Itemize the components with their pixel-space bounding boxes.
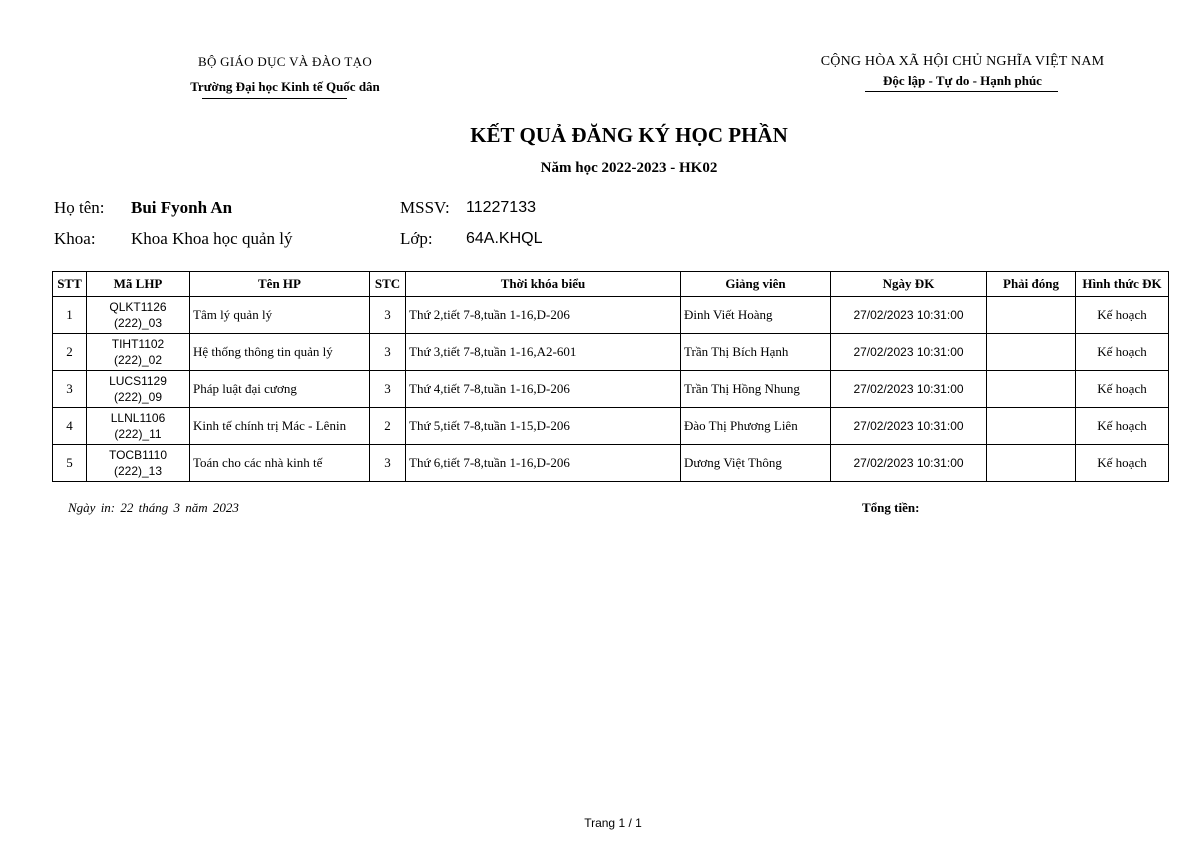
motto-underline xyxy=(865,91,1058,92)
cell-stt: 3 xyxy=(53,371,87,408)
cell-code-line-2: (222)_03 xyxy=(113,316,163,330)
cell-course: Toán cho các nhà kinh tế xyxy=(190,445,370,482)
cell-code-line-1: TOCB1110 xyxy=(108,448,168,462)
cell-credits: 3 xyxy=(370,334,406,371)
col-header-type: Hình thức ĐK xyxy=(1076,272,1169,297)
cell-credits: 2 xyxy=(370,408,406,445)
cell-course: Tâm lý quản lý xyxy=(190,297,370,334)
col-header-code: Mã LHP xyxy=(87,272,190,297)
cell-schedule: Thứ 4,tiết 7-8,tuần 1-16,D-206 xyxy=(406,371,681,408)
cell-schedule: Thứ 6,tiết 7-8,tuần 1-16,D-206 xyxy=(406,445,681,482)
cell-date: 27/02/2023 10:31:00 xyxy=(831,334,987,371)
cell-type: Kế hoạch xyxy=(1076,334,1169,371)
cell-fee xyxy=(987,445,1076,482)
cell-lecturer: Dương Việt Thông xyxy=(681,445,831,482)
cell-code-line-1: TIHT1102 xyxy=(111,337,165,351)
table-row xyxy=(53,445,1169,482)
col-header-stt: STT xyxy=(53,272,87,297)
cell-course: Hệ thống thông tin quản lý xyxy=(190,334,370,371)
col-header-course: Tên HP xyxy=(190,272,370,297)
cell-type: Kế hoạch xyxy=(1076,371,1169,408)
cell-credits: 3 xyxy=(370,371,406,408)
cell-date: 27/02/2023 10:31:00 xyxy=(831,371,987,408)
cell-code xyxy=(87,408,190,445)
cell-code xyxy=(87,371,190,408)
cell-code-line-2: (222)_09 xyxy=(113,390,163,404)
table-row xyxy=(53,371,1169,408)
cell-course: Kinh tế chính trị Mác - Lênin xyxy=(190,408,370,445)
cell-stt: 5 xyxy=(53,445,87,482)
cell-date: 27/02/2023 10:31:00 xyxy=(831,297,987,334)
cell-schedule: Thứ 5,tiết 7-8,tuần 1-15,D-206 xyxy=(406,408,681,445)
cell-code xyxy=(87,445,190,482)
cell-type: Kế hoạch xyxy=(1076,408,1169,445)
cell-credits: 3 xyxy=(370,297,406,334)
cell-lecturer: Trần Thị Bích Hạnh xyxy=(681,334,831,371)
total-amount-label: Tổng tiền: xyxy=(862,500,920,515)
cell-code-line-1: LUCS1129 xyxy=(109,374,167,388)
cell-fee xyxy=(987,297,1076,334)
student-id: 11227133 xyxy=(466,199,536,216)
page-number: Trang 1 / 1 xyxy=(584,816,642,830)
cell-code-line-1: QLKT1126 xyxy=(109,300,167,314)
cell-fee xyxy=(987,371,1076,408)
cell-credits: 3 xyxy=(370,445,406,482)
document-subtitle: Năm học 2022-2023 - HK02 xyxy=(540,160,718,176)
cell-code xyxy=(87,334,190,371)
col-header-lecturer: Giảng viên xyxy=(681,272,831,297)
national-motto: Độc lập - Tự do - Hạnh phúc xyxy=(883,73,1042,88)
cell-stt: 2 xyxy=(53,334,87,371)
cell-course: Pháp luật đại cương xyxy=(190,371,370,408)
student-id-label: MSSV: xyxy=(400,198,450,217)
cell-lecturer: Đào Thị Phương Liên xyxy=(681,408,831,445)
cell-lecturer: Đinh Viết Hoàng xyxy=(681,297,831,334)
cell-code-line-2: (222)_02 xyxy=(113,353,163,367)
col-header-schedule: Thời khóa biểu xyxy=(406,272,681,297)
cell-date: 27/02/2023 10:31:00 xyxy=(831,408,987,445)
cell-fee xyxy=(987,408,1076,445)
cell-code-line-1: LLNL1106 xyxy=(110,411,166,425)
registration-table xyxy=(52,271,1169,482)
col-header-date: Ngày ĐK xyxy=(831,272,987,297)
print-date: Ngày in: 22 tháng 3 năm 2023 xyxy=(68,500,239,515)
republic-name: CỘNG HÒA XÃ HỘI CHỦ NGHĨA VIỆT NAM xyxy=(820,54,1105,69)
table-header-row xyxy=(53,272,1169,297)
table-row xyxy=(53,297,1169,334)
table-row xyxy=(53,408,1169,445)
university-name: Trường Đại học Kinh tế Quốc dân xyxy=(190,79,380,94)
cell-schedule: Thứ 3,tiết 7-8,tuần 1-16,A2-601 xyxy=(406,334,681,371)
university-underline xyxy=(202,98,347,99)
class-label: Lớp: xyxy=(400,229,433,248)
cell-lecturer: Trần Thị Hồng Nhung xyxy=(681,371,831,408)
cell-code-line-2: (222)_11 xyxy=(114,427,162,441)
cell-type: Kế hoạch xyxy=(1076,445,1169,482)
student-name: Bui Fyonh An xyxy=(131,198,233,217)
cell-code-line-2: (222)_13 xyxy=(113,464,163,478)
name-label: Họ tên: xyxy=(54,198,105,217)
table-row xyxy=(53,334,1169,371)
document-title: KẾT QUẢ ĐĂNG KÝ HỌC PHẦN xyxy=(470,123,788,147)
cell-fee xyxy=(987,334,1076,371)
cell-code xyxy=(87,297,190,334)
cell-date: 27/02/2023 10:31:00 xyxy=(831,445,987,482)
faculty-label: Khoa: xyxy=(54,229,96,248)
cell-stt: 4 xyxy=(53,408,87,445)
col-header-fee: Phải đóng xyxy=(987,272,1076,297)
col-header-credits: STC xyxy=(370,272,406,297)
cell-stt: 1 xyxy=(53,297,87,334)
ministry-name: BỘ GIÁO DỤC VÀ ĐÀO TẠO xyxy=(197,54,373,69)
class-name: 64A.KHQL xyxy=(466,230,543,247)
faculty-name: Khoa Khoa học quản lý xyxy=(131,229,293,248)
cell-type: Kế hoạch xyxy=(1076,297,1169,334)
cell-schedule: Thứ 2,tiết 7-8,tuần 1-16,D-206 xyxy=(406,297,681,334)
